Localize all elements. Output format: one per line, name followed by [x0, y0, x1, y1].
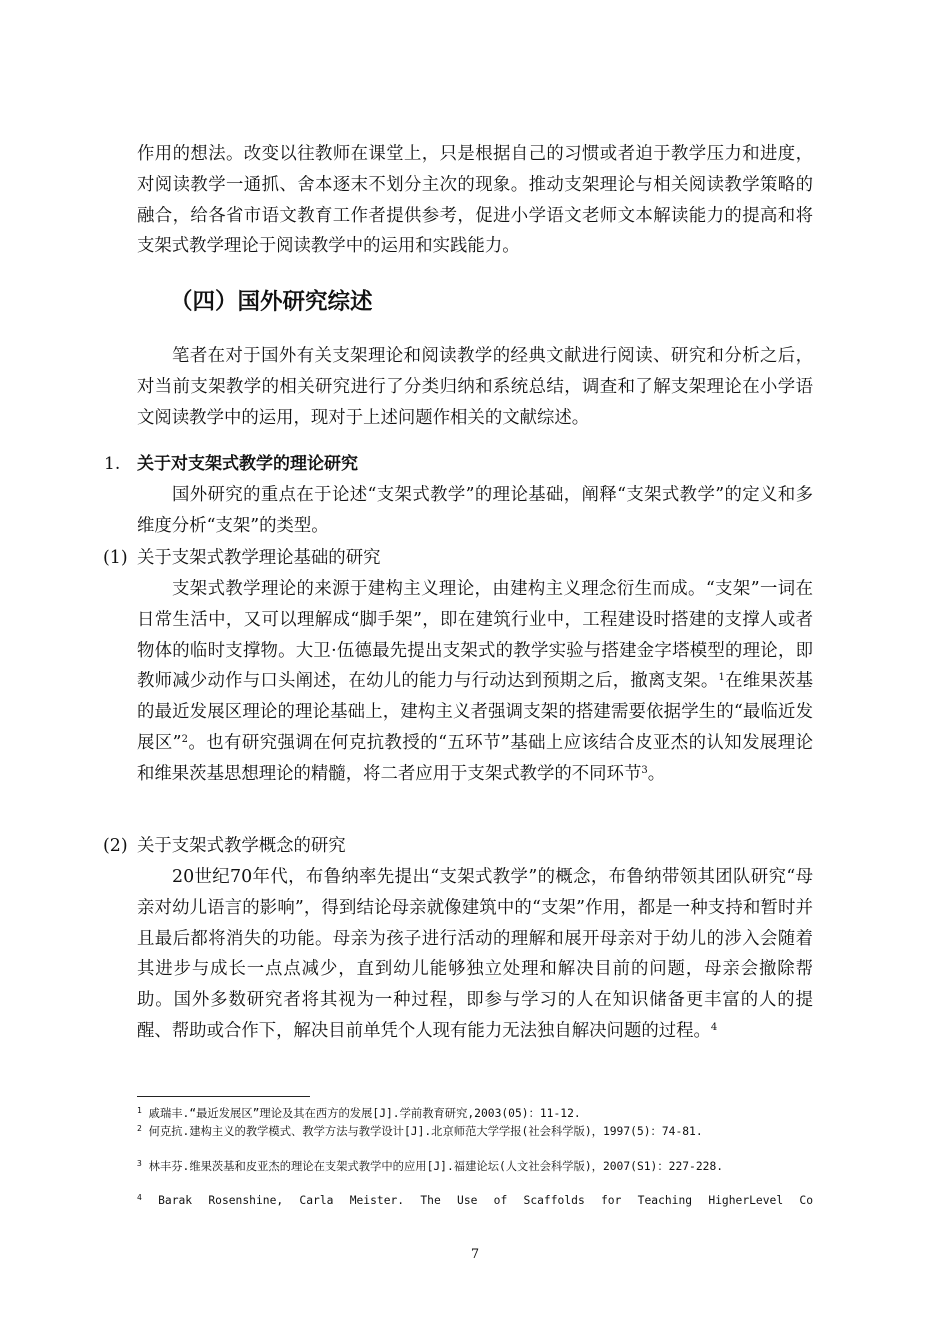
footnote-text: 戚瑞丰.“最近发展区”理论及其在西方的发展[J].学前教育研究,2003(05)：11-12. [148, 1107, 581, 1120]
footnote-ref[interactable]: 3 [641, 764, 648, 776]
item-title: 关于支架式教学理论基础的研究 [137, 548, 381, 568]
item-number: (2) [103, 836, 128, 856]
item-title: 关于支架式教学概念的研究 [137, 836, 346, 856]
footnote-text: Barak Rosenshine, Carla Meister. The Use of Scaffolds for Teaching HigherLevel Co [158, 1194, 813, 1207]
footnote-ref[interactable]: 2 [181, 733, 188, 745]
footnote-ref[interactable]: 4 [710, 1021, 718, 1033]
subsection-paragraph: 国外研究的重点在于论述“支架式教学”的理论基础，阐释“支架式教学”的定义和多维度分析“支架”的类型。 [137, 485, 813, 536]
footnote-mark: 1 [137, 1106, 142, 1115]
footnote-divider [137, 1096, 310, 1097]
overview-paragraph: 笔者在对于国外有关支架理论和阅读教学的经典文献进行阅读、研究和分析之后，对当前支架教学的相关研究进行了分类归纳和系统总结，调查和了解支架理论在小学语文阅读教学中的运用，现对于上述问题作相关的文献综述。 [137, 346, 813, 428]
item-heading-1 [103, 543, 380, 573]
footnote-mark: 4 [137, 1193, 142, 1202]
footnote-1 [137, 1105, 813, 1123]
subsection-heading [104, 449, 358, 479]
footnote-2 [137, 1123, 813, 1141]
intro-paragraph: 作用的想法。改变以往教师在课堂上，只是根据自己的习惯或者迫于教学压力和进度，对阅读教学一通抓、舍本逐末不划分主次的现象。推动支架理论与相关阅读教学策略的融合，给各省市语文教育工作者提供参考，促进小学语文老师文本解读能力的提高和将支架式教学理论于阅读教学中的运用和实践能力。 [137, 144, 813, 257]
footnote-text: 何克抗.建构主义的教学模式、教学方法与教学设计[J].北京师范大学学报(社会科学版)，1997(5)：74-81. [148, 1125, 703, 1138]
page-number: 7 [470, 1247, 480, 1262]
footnote-mark: 3 [137, 1159, 142, 1168]
paragraph-text: 。 [647, 763, 666, 784]
subsection-number: 1. [104, 454, 121, 474]
footnote-3 [137, 1158, 813, 1176]
footnote-ref[interactable]: 1 [718, 672, 725, 684]
theory-paragraph [137, 574, 813, 790]
paragraph-text: 。也有研究强调在何克抗教授的“五环节”基础上应该结合皮亚杰的认知发展理论和维果茨基思想理论的精髓，将二者应用于支架式教学的不同环节 [137, 732, 813, 784]
footnote-mark: 2 [137, 1124, 142, 1133]
footnote-4 [137, 1192, 813, 1210]
item-heading-2 [103, 831, 346, 861]
paragraph-text: 20世纪70年代，布鲁纳率先提出“支架式教学”的概念，布鲁纳带领其团队研究“母亲对幼儿语言的影响”，得到结论母亲就像建筑中的“支架”作用，都是一种支持和暂时并且最后都将消失的功能。母亲为孩子进行活动的理解和展开母亲对于幼儿的涉入会随着其进步与成长一点点减少，直到幼儿能够独立处理和解决目前的问题，母亲会撤除帮助。国外多数研究者将其视为一种过程，即参与学习的人在知识储备更丰富的人的提醒、帮助或合作下，解决目前单凭个人现有能力无法独自解决问题的过程。 [137, 867, 813, 1041]
concept-paragraph [137, 862, 813, 1047]
subsection-title: 关于对支架式教学的理论研究 [137, 454, 358, 474]
footnote-text: 林丰芬.维果茨基和皮亚杰的理论在支架式教学中的应用[J].福建论坛(人文社会科学版)，2007(S1)：227-228. [148, 1160, 724, 1173]
paragraph-text: 支架式教学理论的来源于建构主义理论，由建构主义理念衍生而成。“支架”一词在日常生活中，又可以理解成“脚手架”，即在建筑行业中，工程建设时搭建的支撑人或者物体的临时支撑物。大卫·伍德最先提出支架式的教学实验与搭建金字塔模型的理论，即教师减少动作与口头阐述，在幼儿的能力与行动达到预期之后，撤离支架。 [137, 579, 813, 692]
section-heading: （四）国外研究综述 [170, 289, 373, 315]
item-number: (1) [103, 548, 128, 568]
paragraph-text: 在维果茨基的最近发展区理论的理论基础上，建构主义者强调支架的搭建需要依据学生的“最临近发展区” [137, 671, 813, 753]
